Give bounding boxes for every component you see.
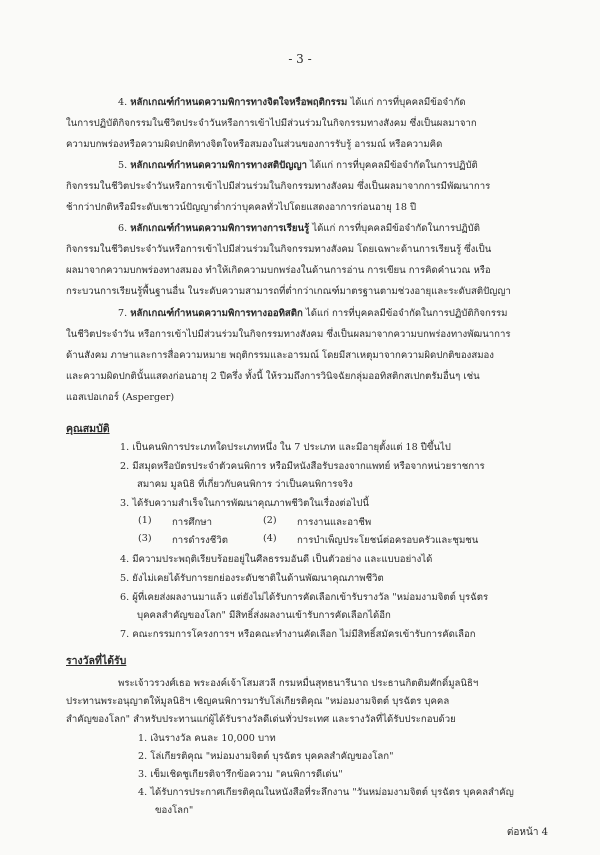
criterion-4-line-2: ในการปฏิบัติกิจกรรมในชีวิตประจำวันหรือการเข้าไปมีส่วนร่วมในกิจกรรมทางสังคม ซึ่งเป็นผลมาจาก [66, 118, 477, 129]
criterion-6-line-3: ผลมาจากความบกพร่องทางสมอง ทำให้เกิดความบกพร่องในด้านการอ่าน การเขียน การคิดคำนวณ หรือ [66, 265, 491, 276]
continued-note: ต่อหน้า 4 [506, 827, 548, 838]
sub-item-4-label: การบำเพ็ญประโยชน์ต่อครอบครัวและชุมชน [297, 535, 479, 546]
qualification-item-6-cont: บุคคลสำคัญของโลก" มีสิทธิ์ส่งผลงานเข้ารับการคัดเลือกได้อีก [137, 610, 391, 621]
awards-intro-line-2: ประทานพระอนุญาตให้มูลนิธิฯ เชิญคนพิการมารับโล่เกียรติคุณ "หม่อมงามจิตต์ บุรฉัตร บุคคล [66, 696, 450, 707]
award-item-4-cont: ของโลก" [155, 805, 194, 816]
criterion-4-heading: หลักเกณฑ์กำหนดความพิการทางจิตใจหรือพฤติกรรม [130, 97, 348, 108]
criterion-7-line-2: ในชีวิตประจำวัน หรือการเข้าไปมีส่วนร่วมในกิจกรรมทางสังคม ซึ่งเป็นผลมาจากความบกพร่องทางพัฒนาการ [66, 329, 511, 340]
sub-item-3-label: การดำรงชีวิต [172, 535, 228, 546]
criterion-7-heading: หลักเกณฑ์กำหนดความพิการทางออทิสติก [130, 308, 303, 319]
sub-item-3-num: (3) [138, 533, 152, 544]
award-item-1: 1. เงินรางวัล คนละ 10,000 บาท [138, 733, 276, 744]
criterion-6-heading: หลักเกณฑ์กำหนดความพิการทางการเรียนรู้ [130, 223, 310, 234]
criterion-7-line-5: แอสเปอเกอร์ (Asperger) [66, 392, 175, 403]
sub-item-1-num: (1) [138, 515, 152, 526]
qualifications-heading: คุณสมบัติ [66, 423, 110, 435]
qualification-item-4: 4. มีความประพฤติเรียบร้อยอยู่ในศีลธรรมอันดี เป็นตัวอย่าง และแบบอย่างได้ [120, 554, 433, 565]
criterion-6-line-2: กิจกรรมในชีวิตประจำวันหรือการเข้าไปมีส่วนร่วมในกิจกรรมทางสังคม โดยเฉพาะด้านการเรียนรู้ ซึ่งเป็น [66, 244, 492, 255]
sub-item-4-num: (4) [263, 533, 277, 544]
criterion-4-line-1: 4. หลักเกณฑ์กำหนดความพิการทางจิตใจหรือพฤติกรรม ได้แก่ การที่บุคคลมีข้อจำกัด [118, 97, 466, 108]
criterion-5-heading: หลักเกณฑ์กำหนดความพิการทางสติปัญญา [130, 160, 307, 171]
awards-intro-line-1: พระเจ้าวรวงศ์เธอ พระองค์เจ้าโสมสวลี กรมหมื่นสุทธนารีนาถ ประธานกิตติมศักดิ์มูลนิธิฯ [118, 678, 479, 689]
page-number: - 3 - [288, 52, 312, 66]
qualification-item-1: 1. เป็นคนพิการประเภทใดประเภทหนึ่ง ใน 7 ประเภท และมีอายุตั้งแต่ 18 ปีขึ้นไป [120, 442, 451, 453]
criterion-5-line-1: 5. หลักเกณฑ์กำหนดความพิการทางสติปัญญา ได้แก่ การที่บุคคลมีข้อจำกัดในการปฏิบัติ [118, 160, 478, 171]
qualification-item-2: 2. มีสมุดหรือบัตรประจำตัวคนพิการ หรือมีหนังสือรับรองจากแพทย์ หรือจากหน่วยราชการ [120, 461, 485, 472]
criterion-7-line-1: 7. หลักเกณฑ์กำหนดความพิการทางออทิสติก ได้แก่ การที่บุคคลมีข้อจำกัดในการปฏิบัติกิจกรรม [118, 308, 508, 319]
qualification-item-3: 3. ได้รับความสำเร็จในการพัฒนาคุณภาพชีวิตในเรื่องต่อไปนี้ [120, 498, 369, 509]
criterion-4-line-3: ความบกพร่องหรือความผิดปกติทางจิตใจหรือสมองในส่วนของการรับรู้ อารมณ์ หรือความคิด [66, 139, 443, 150]
awards-heading: รางวัลที่ได้รับ [66, 655, 127, 667]
qualification-item-5: 5. ยังไม่เคยได้รับการยกย่องระดับชาติในด้านพัฒนาคุณภาพชีวิต [120, 573, 384, 584]
awards-intro-line-3: สำคัญของโลก" สำหรับประทานแก่ผู้ได้รับรางวัลดีเด่นทั่วประเทศ และรางวัลที่ได้รับประกอบด้วย [66, 714, 456, 725]
qualification-item-7: 7. คณะกรรมการโครงการฯ หรือคณะทำงานคัดเลือก ไม่มีสิทธิ์สมัครเข้ารับการคัดเลือก [120, 629, 476, 640]
criterion-5-line-2: กิจกรรมในชีวิตประจำวันหรือการเข้าไปมีส่วนร่วมในกิจกรรมทางสังคม ซึ่งเป็นผลมาจากการมีพัฒนาการ [66, 181, 491, 192]
criterion-5-line-3: ช้ากว่าปกติหรือมีระดับเชาวน์ปัญญาต่ำกว่าบุคคลทั่วไปโดยแสดงอาการก่อนอายุ 18 ปี [66, 202, 417, 213]
qualification-item-6: 6. ผู้ที่เคยส่งผลงานมาแล้ว แต่ยังไม่ได้รับการคัดเลือกเข้ารับรางวัล "หม่อมงามจิตต์ บุรฉัตร [120, 592, 489, 603]
sub-item-2-label: การงานและอาชีพ [297, 517, 372, 528]
criterion-7-line-4: และความผิดปกตินั้นแสดงก่อนอายุ 2 ปีครึ่ง ทั้งนี้ ให้รวมถึงการวินิจฉัยกลุ่มออทิสติกสเปกตรัมอื่นๆ เช่น [66, 371, 480, 382]
criterion-7-line-3: ด้านสังคม ภาษาและการสื่อความหมาย พฤติกรรมและอารมณ์ โดยมีสาเหตุมาจากความผิดปกติของสมอง [66, 350, 494, 361]
sub-item-2-num: (2) [263, 515, 277, 526]
sub-item-1-label: การศึกษา [172, 517, 212, 528]
award-item-2: 2. โล่เกียรติคุณ "หม่อมงามจิตต์ บุรฉัตร บุคคลสำคัญของโลก" [138, 751, 394, 762]
criterion-6-line-4: กระบวนการเรียนรู้พื้นฐานอื่น ในระดับความสามารถที่ต่ำกว่าเกณฑ์มาตรฐานตามช่วงอายุและระดับสติปัญญา [66, 286, 511, 297]
qualification-item-2-cont: สมาคม มูลนิธิ ที่เกี่ยวกับคนพิการ ว่าเป็นคนพิการจริง [137, 479, 353, 490]
award-item-3: 3. เข็มเชิดชูเกียรติจารึกข้อความ "คนพิการดีเด่น" [138, 769, 343, 780]
award-item-4: 4. ได้รับการประกาศเกียรติคุณในหนังสือที่ระลึกงาน "วันหม่อมงามจิตต์ บุรฉัตร บุคคลสำคัญ [138, 787, 514, 798]
criterion-6-line-1: 6. หลักเกณฑ์กำหนดความพิการทางการเรียนรู้ ได้แก่ การที่บุคคลมีข้อจำกัดในการปฏิบัติ [118, 223, 480, 234]
